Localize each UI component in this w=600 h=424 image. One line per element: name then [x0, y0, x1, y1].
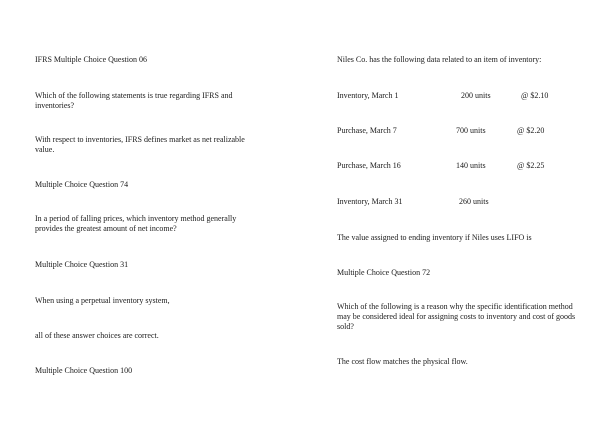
section-heading-q72: Multiple Choice Question 72 — [337, 268, 431, 277]
inventory-row-price: @ $2.10 — [521, 91, 549, 100]
answer-net-realizable-value: With respect to inventories, IFRS defines market as net realizable value. — [35, 135, 245, 154]
inventory-row-label: Inventory, March 1 — [337, 91, 399, 100]
inventory-row-label: Purchase, March 16 — [337, 161, 401, 170]
answer-all-choices-correct: all of these answer choices are correct. — [35, 331, 159, 340]
question-falling-prices: In a period of falling prices, which inventory method generally provides the greatest amount of net income? — [35, 214, 237, 233]
section-heading-q100: Multiple Choice Question 100 — [35, 366, 133, 375]
inventory-row-units: 200 units — [461, 91, 491, 100]
question-lifo-ending-inventory: The value assigned to ending inventory if Niles uses LIFO is — [337, 233, 532, 242]
inventory-row-units: 700 units — [456, 126, 486, 135]
inventory-row-units: 140 units — [456, 161, 486, 170]
inventory-row-units: 260 units — [459, 197, 489, 206]
section-heading-q31: Multiple Choice Question 31 — [35, 260, 129, 269]
question-ifrs-inventories: Which of the following statements is true regarding IFRS and inventories? — [35, 91, 233, 110]
inventory-row-price: @ $2.25 — [517, 161, 545, 170]
question-specific-identification: Which of the following is a reason why the specific identification method may be considered ideal for assigning costs to inventory and cost of goods sold? — [337, 302, 576, 331]
section-heading-ifrs-q06: IFRS Multiple Choice Question 06 — [35, 55, 147, 64]
inventory-row-label: Inventory, March 31 — [337, 197, 403, 206]
inventory-row-price: @ $2.20 — [517, 126, 545, 135]
question-perpetual-inventory: When using a perpetual inventory system, — [35, 296, 170, 305]
niles-intro-text: Niles Co. has the following data related to an item of inventory: — [337, 55, 542, 64]
section-heading-q74: Multiple Choice Question 74 — [35, 180, 129, 189]
inventory-row-label: Purchase, March 7 — [337, 126, 397, 135]
answer-cost-flow-physical-flow: The cost flow matches the physical flow. — [337, 357, 468, 366]
